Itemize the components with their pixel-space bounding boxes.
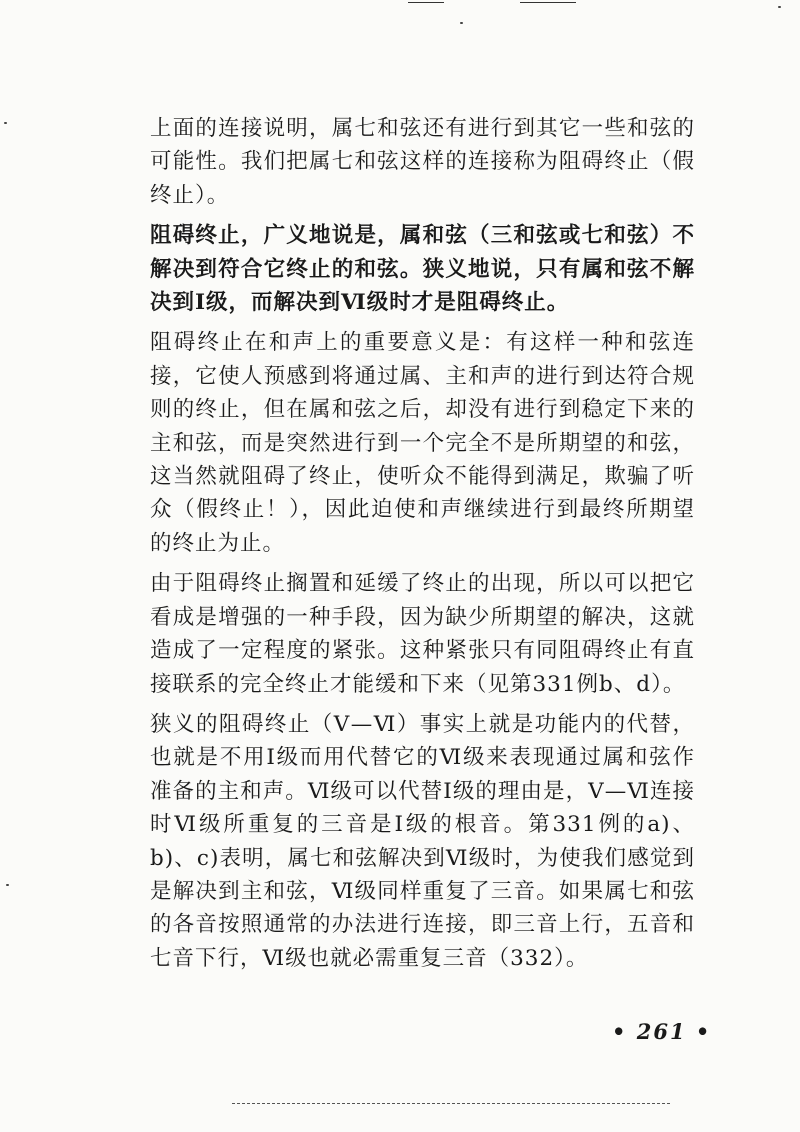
scan-speck <box>778 6 781 8</box>
page-number: • 261 • <box>612 1019 712 1044</box>
paragraph-4: 由于阻碍终止搁置和延缓了终止的出现，所以可以把它看成是增强的一种手段，因为缺少所期望的解决，这就造成了一定程度的紧张。这种紧张只有同阻碍终止有直接联系的完全终止才能缓和下来（见第331例b、d）。 <box>150 571 695 697</box>
scan-speck <box>4 122 7 124</box>
scan-speck <box>460 22 463 24</box>
paragraph-3: 阻碍终止在和声上的重要意义是：有这样一种和弦连接，它使人预感到将通过属、主和声的进行到达符合规则的终止，但在属和弦之后，却没有进行到稳定下来的主和弦，而是突然进行到一个完全不是所期望的和弦，这当然就阻碍了终止，使听众不能得到满足，欺骗了听众（假终止！），因此迫使和声继续进行到最终所期望的终止为止。 <box>150 330 695 556</box>
top-rule-left <box>408 2 444 3</box>
top-rule-right <box>520 2 576 3</box>
page-body <box>150 112 695 982</box>
scan-speck <box>6 884 9 886</box>
paragraph-5: 狭义的阻碍终止（Ⅴ—Ⅵ）事实上就是功能内的代替，也就是不用Ⅰ级而用代替它的Ⅵ级来表现通过属和弦作准备的主和声。Ⅵ级可以代替Ⅰ级的理由是，Ⅴ—Ⅵ连接时Ⅵ级所重复的三音是Ⅰ级的根音。第331例的a)、b)、c)表明，属七和弦解决到Ⅵ级时，为使我们感觉到是解决到主和弦，Ⅵ级同样重复了三音。如果属七和弦的各音按照通常的办法进行连接，即三音上行，五音和七音下行，Ⅵ级也就必需重复三音（332）。 <box>150 711 695 971</box>
bottom-rule <box>232 1103 670 1104</box>
paragraph-1: 上面的连接说明，属七和弦还有进行到其它一些和弦的可能性。我们把属七和弦这样的连接称为阻碍终止（假终止）。 <box>150 116 695 208</box>
paragraph-2: 阻碍终止，广义地说是，属和弦（三和弦或七和弦）不解决到符合它终止的和弦。狭义地说，只有属和弦不解决到Ⅰ级，而解决到Ⅵ级时才是阻碍终止。 <box>150 223 695 316</box>
